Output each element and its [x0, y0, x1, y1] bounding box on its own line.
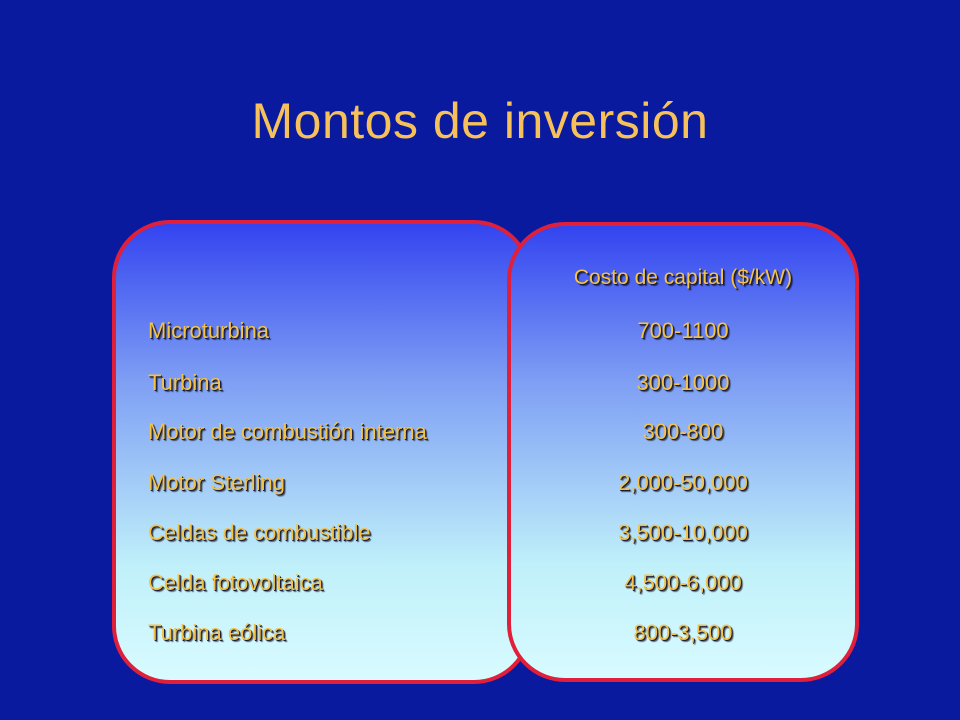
technology-label: Turbina eólica — [148, 620, 286, 645]
technology-label: Celda fotovoltaica — [148, 570, 323, 595]
cost-value: 4,500-6,000 — [624, 570, 742, 595]
cost-value: 300-1000 — [636, 370, 730, 395]
cost-value: 300-800 — [642, 419, 724, 444]
cost-value: 2,000-50,000 — [618, 470, 748, 495]
technology-label: Turbina — [148, 370, 222, 395]
technology-label: Celdas de combustible — [148, 520, 371, 545]
cost-panel — [507, 222, 859, 682]
cost-column-header: Costo de capital ($/kW) — [573, 266, 793, 289]
cost-value: 800-3,500 — [633, 620, 733, 645]
technology-label: Motor Sterling — [148, 470, 285, 495]
technology-panel — [112, 220, 532, 684]
cost-value: 3,500-10,000 — [618, 520, 748, 545]
technology-label: Motor de combustión interna — [148, 419, 427, 444]
cost-value: 700-1100 — [637, 318, 729, 343]
slide-title: Montos de inversión — [251, 93, 709, 149]
technology-label: Microturbina — [148, 318, 270, 343]
